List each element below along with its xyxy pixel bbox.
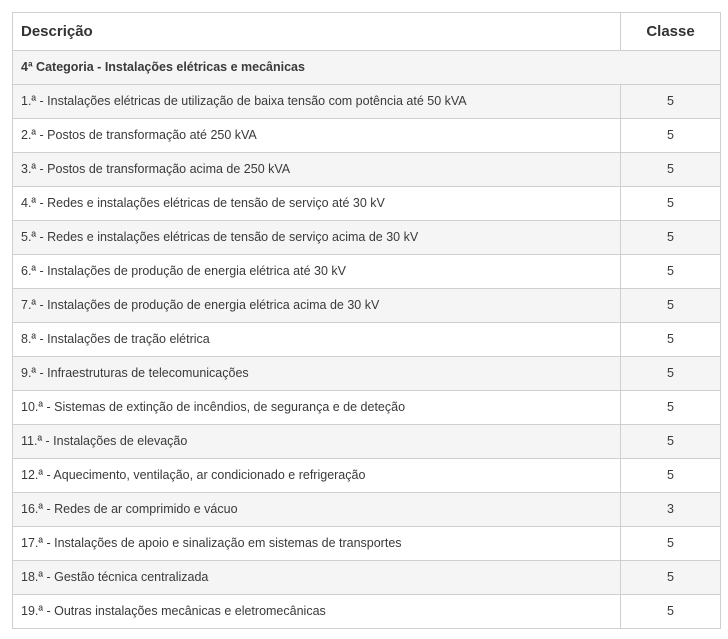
row-class: 5 (621, 323, 721, 357)
table-row (13, 595, 721, 629)
row-description: 11.ª - Instalações de elevação (13, 425, 621, 459)
table-row (13, 357, 721, 391)
row-description: 4.ª - Redes e instalações elétricas de tensão de serviço até 30 kV (13, 187, 621, 221)
row-description: 6.ª - Instalações de produção de energia elétrica até 30 kV (13, 255, 621, 289)
table-row (13, 255, 721, 289)
row-class: 5 (621, 153, 721, 187)
row-class: 5 (621, 459, 721, 493)
category-label: 4ª Categoria - Instalações elétricas e mecânicas (13, 51, 721, 85)
row-class: 5 (621, 595, 721, 629)
row-description: 9.ª - Infraestruturas de telecomunicações (13, 357, 621, 391)
row-class: 5 (621, 289, 721, 323)
row-description: 19.ª - Outras instalações mecânicas e eletromecânicas (13, 595, 621, 629)
classes-table (12, 12, 721, 629)
row-class: 5 (621, 425, 721, 459)
row-description: 10.ª - Sistemas de extinção de incêndios, de segurança e de deteção (13, 391, 621, 425)
header-class: Classe (621, 13, 721, 51)
table-row (13, 561, 721, 595)
row-class: 5 (621, 119, 721, 153)
table-row (13, 119, 721, 153)
table-row (13, 187, 721, 221)
row-class: 5 (621, 221, 721, 255)
row-description: 17.ª - Instalações de apoio e sinalização em sistemas de transportes (13, 527, 621, 561)
row-class: 5 (621, 85, 721, 119)
table-row (13, 289, 721, 323)
row-description: 3.ª - Postos de transformação acima de 250 kVA (13, 153, 621, 187)
table-row (13, 153, 721, 187)
row-class: 5 (621, 561, 721, 595)
table-row (13, 221, 721, 255)
table-body (13, 51, 721, 629)
table-row (13, 323, 721, 357)
row-description: 1.ª - Instalações elétricas de utilização de baixa tensão com potência até 50 kVA (13, 85, 621, 119)
row-class: 5 (621, 527, 721, 561)
table-row (13, 493, 721, 527)
row-description: 2.ª - Postos de transformação até 250 kVA (13, 119, 621, 153)
row-description: 18.ª - Gestão técnica centralizada (13, 561, 621, 595)
row-description: 8.ª - Instalações de tração elétrica (13, 323, 621, 357)
header-description: Descrição (13, 13, 621, 51)
table-row (13, 391, 721, 425)
category-row (13, 51, 721, 85)
table-row (13, 425, 721, 459)
table-row (13, 527, 721, 561)
table-row (13, 85, 721, 119)
row-description: 7.ª - Instalações de produção de energia elétrica acima de 30 kV (13, 289, 621, 323)
row-class: 5 (621, 391, 721, 425)
row-class: 5 (621, 255, 721, 289)
table-header (13, 13, 721, 51)
table-row (13, 459, 721, 493)
row-description: 12.ª - Aquecimento, ventilação, ar condicionado e refrigeração (13, 459, 621, 493)
header-row (13, 13, 721, 51)
row-description: 5.ª - Redes e instalações elétricas de tensão de serviço acima de 30 kV (13, 221, 621, 255)
classes-table-container (12, 12, 721, 629)
row-class: 5 (621, 357, 721, 391)
row-class: 3 (621, 493, 721, 527)
row-class: 5 (621, 187, 721, 221)
row-description: 16.ª - Redes de ar comprimido e vácuo (13, 493, 621, 527)
